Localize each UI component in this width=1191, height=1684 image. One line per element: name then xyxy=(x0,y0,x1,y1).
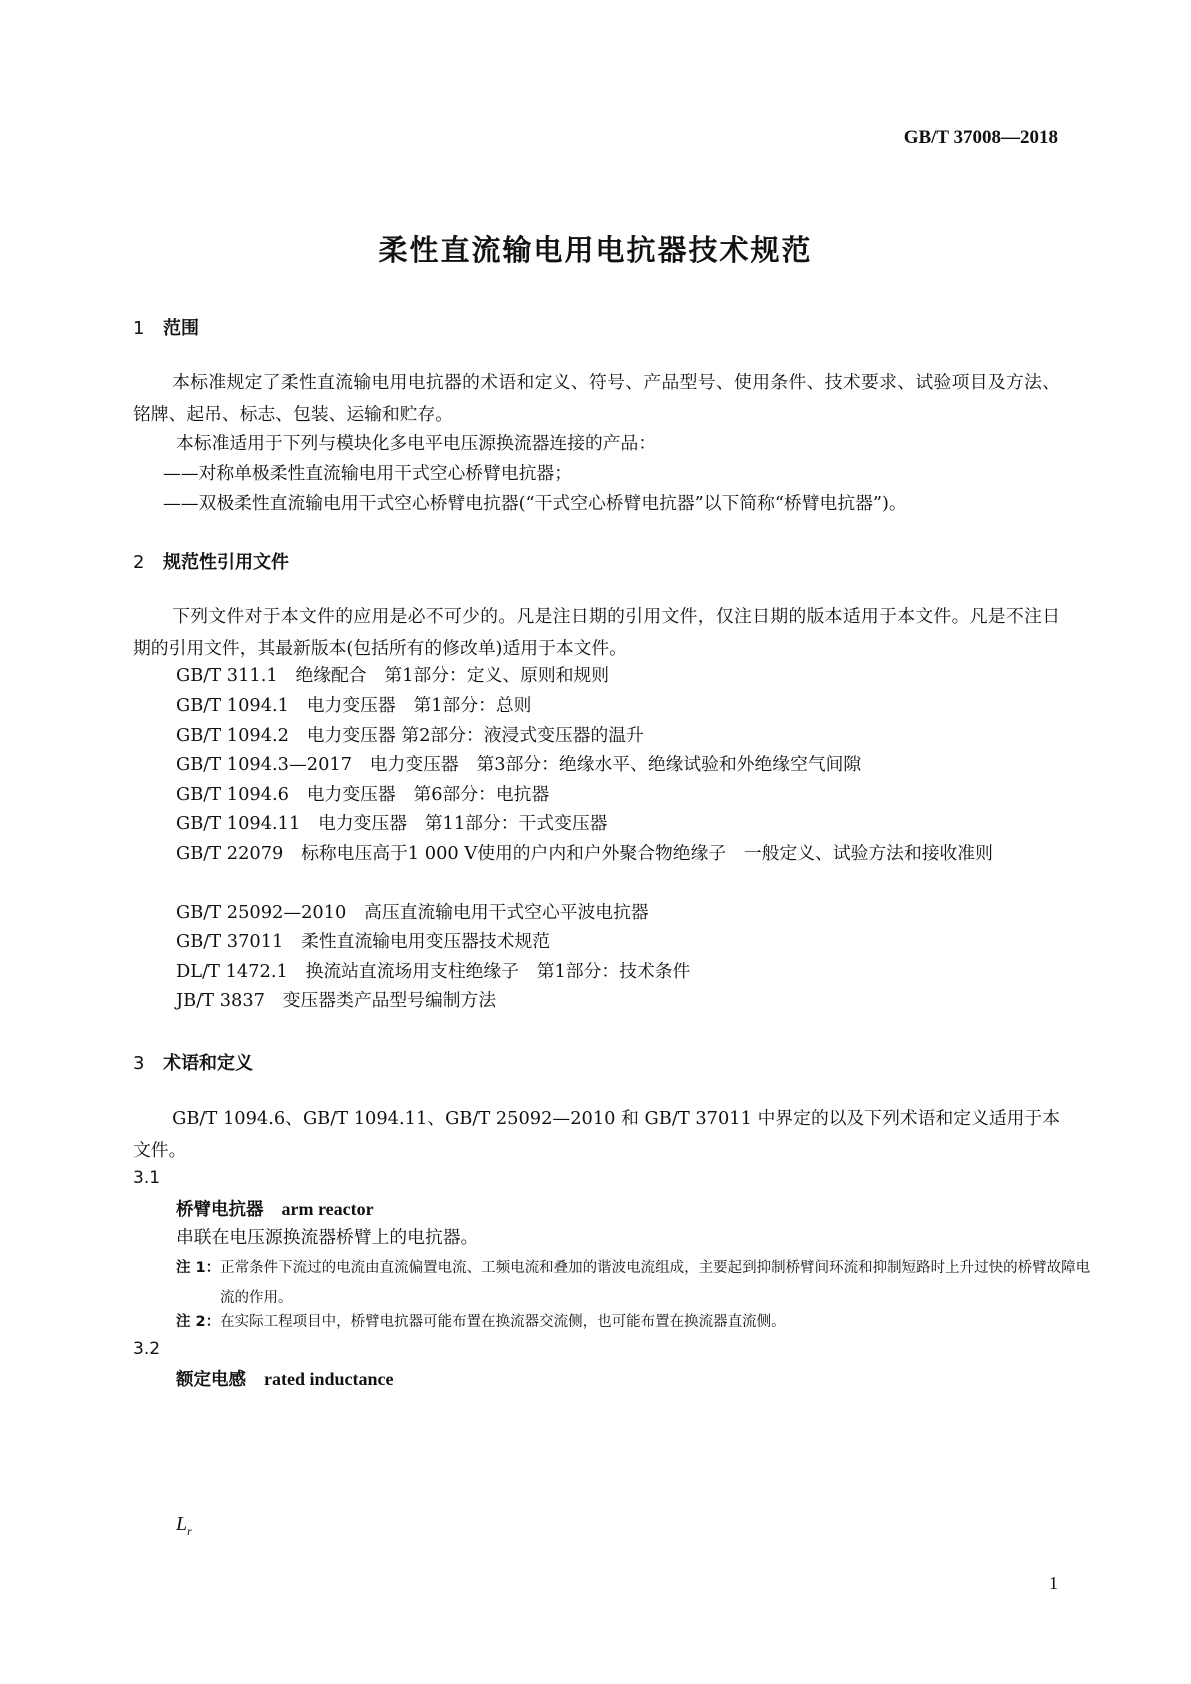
scope-applicability: 本标准适用于下列与模块化多电平电压源换流器连接的产品： xyxy=(176,433,657,454)
term-definition: 串联在电压源换流器桥臂上的电抗器。 xyxy=(176,1227,479,1248)
reference-item: GB/T 1094.6 电力变压器 第6部分：电抗器 xyxy=(176,784,550,805)
term-heading xyxy=(176,1366,394,1391)
note-text: 在实际工程项目中，桥臂电抗器可能布置在换流器交流侧，也可能布置在换流器直流侧。 xyxy=(220,1314,786,1330)
section-number: 3 xyxy=(133,1053,145,1074)
references-intro: 下列文件对于本文件的应用是必不可少的。凡是注日期的引用文件，仅注日期的版本适用于本文件。凡是不注日期的引用文件，其最新版本(包括所有的修改单)适用于本文件。 xyxy=(133,606,1060,659)
symbol-subscript: r xyxy=(187,1524,192,1538)
page-number: 1 xyxy=(1049,1573,1058,1593)
section-title: 规范性引用文件 xyxy=(163,552,289,573)
note-label: 注 1： xyxy=(176,1260,221,1276)
standard-number: GB/T 37008—2018 xyxy=(903,127,1058,148)
term-en: arm reactor xyxy=(281,1199,374,1219)
term-number: 3.1 xyxy=(133,1168,161,1188)
reference-item: JB/T 3837 变压器类产品型号编制方法 xyxy=(176,990,497,1011)
scope-item-2: ——双极柔性直流输电用干式空心桥臂电抗器(“干式空心桥臂电抗器”以下简称“桥臂电抗器”)。 xyxy=(163,493,907,514)
term-note-2 xyxy=(176,1307,1104,1337)
section-title: 范围 xyxy=(163,318,199,339)
terms-intro: GB/T 1094.6、GB/T 1094.11、GB/T 25092—2010 和 GB/T 37011 中界定的以及下列术语和定义适用于本文件。 xyxy=(133,1108,1060,1161)
section-number: 2 xyxy=(133,552,145,573)
term-symbol xyxy=(176,1513,192,1539)
page-title: 柔性直流输电用电抗器技术规范 xyxy=(378,233,813,267)
scope-item-1: ——对称单极柔性直流输电用干式空心桥臂电抗器； xyxy=(163,463,572,484)
term-heading xyxy=(176,1196,374,1221)
term-number: 3.2 xyxy=(133,1339,161,1359)
reference-item: GB/T 311.1 绝缘配合 第1部分：定义、原则和规则 xyxy=(176,665,610,686)
note-label: 注 2： xyxy=(176,1314,221,1330)
symbol-letter: L xyxy=(176,1513,188,1535)
note-text: 正常条件下流过的电流由直流偏置电流、工频电流和叠加的谐波电流组成，主要起到抑制桥臂间环流和抑制短路时上升过快的桥臂故障电流的作用。 xyxy=(220,1260,1091,1306)
section-2-heading xyxy=(133,548,289,574)
reference-item: GB/T 25092—2010 高压直流输电用干式空心平波电抗器 xyxy=(176,902,649,923)
section-title: 术语和定义 xyxy=(163,1053,253,1074)
scope-paragraph: 本标准规定了柔性直流输电用电抗器的术语和定义、符号、产品型号、使用条件、技术要求、试验项目及方法、铭牌、起吊、标志、包装、运输和贮存。 xyxy=(133,372,1060,425)
section-number: 1 xyxy=(133,318,145,339)
reference-item: GB/T 1094.1 电力变压器 第1部分：总则 xyxy=(176,695,532,716)
reference-item: GB/T 22079 标称电压高于1 000 V使用的户内和户外聚合物绝缘子 一般定义、试验方法和接收准则 xyxy=(176,843,993,864)
reference-item: GB/T 37011 柔性直流输电用变压器技术规范 xyxy=(176,931,551,952)
reference-item: GB/T 1094.2 电力变压器 第2部分：液浸式变压器的温升 xyxy=(176,725,644,746)
term-en: rated inductance xyxy=(264,1369,394,1389)
term-zh: 桥臂电抗器 xyxy=(176,1200,264,1220)
reference-item: DL/T 1472.1 换流站直流场用支柱绝缘子 第1部分：技术条件 xyxy=(176,961,691,982)
term-zh: 额定电感 xyxy=(176,1370,246,1390)
reference-item: GB/T 1094.3—2017 电力变压器 第3部分：绝缘水平、绝缘试验和外绝缘空气间隙 xyxy=(176,754,862,775)
term-note-1 xyxy=(176,1253,1104,1313)
section-3-heading xyxy=(133,1049,253,1075)
reference-item: GB/T 1094.11 电力变压器 第11部分：干式变压器 xyxy=(176,813,608,834)
section-1-heading xyxy=(133,314,199,340)
